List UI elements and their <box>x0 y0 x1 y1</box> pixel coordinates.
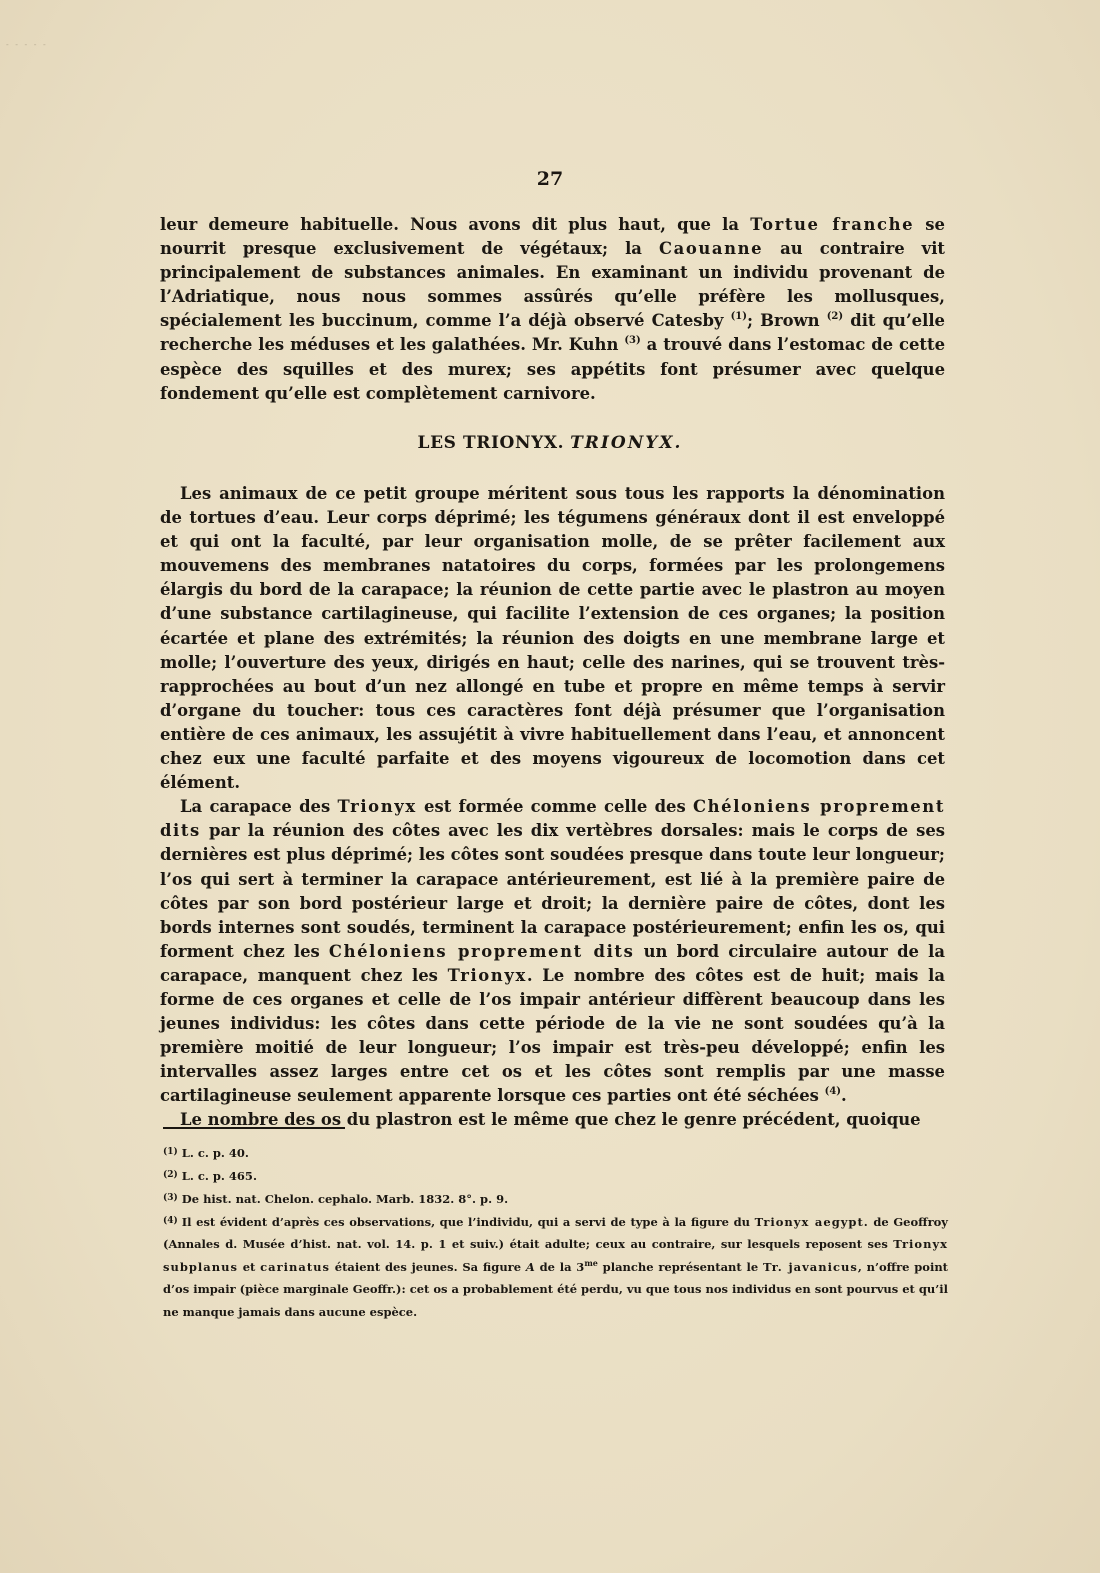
footnote-mark: (2) <box>163 1170 178 1180</box>
text-run: leur demeure habituelle. Nous avons dit plus haut, que la <box>160 215 751 234</box>
spaced-term: carinatus <box>260 1259 330 1274</box>
body-paragraphs <box>160 482 945 1133</box>
text-run: dit qu’elle recherche les méduses et les galathées. Mr. Kuhn <box>160 311 945 355</box>
footnote-text: L. c. p. 40. <box>181 1146 249 1160</box>
paragraph <box>160 795 945 1108</box>
paragraph-intro <box>160 213 945 406</box>
text-run: . Le nombre des côtes est de huit; mais la forme de ces organes et celle de l’os impair antérieur diffèrent beaucoup dans les jeunes individus: les côtes dans cette période de la vie ne sont soudées qu’à la première moitié de leur longueur; l’os impair est très-peu développé; enfin les intervalles assez larges entre cet os et les côtes sont remplis par une masse cartilagineuse seulement apparente lorsque ces parties ont été séchées <box>160 965 945 1106</box>
section-title: LES TRIONYX. <box>417 433 565 453</box>
footnote-text: de Geoffroy (Annales d. Musée d’hist. nat. vol. 14. p. 1 et suiv.) était adulte; ceux au contraire, sur lesquels reposent ses <box>163 1215 948 1252</box>
ordinal-suffix: me <box>584 1257 598 1268</box>
text-run: Le nombre des os du plastron est le même que chez le genre précédent, quoique <box>180 1110 921 1130</box>
spaced-term: Trionyx <box>447 965 527 985</box>
text-run: par la réunion des côtes avec les dix vertèbres dorsales: mais le corps de ses dernières est plus déprimé; les côtes sont soudées presque dans toute leur longueur; l’os qui sert à terminer la carapace antérieurement, est lié à la première paire de côtes par son bord postérieur large et droit; la dernière paire de côtes, dont les bords internes sont soudés, terminent la carapace postérieurement; enfin les os, qui forment chez les <box>160 821 945 961</box>
spaced-term: Trionyx <box>337 797 417 817</box>
footnote-text: et <box>237 1259 261 1274</box>
text-run: La carapace des <box>180 797 338 817</box>
footnote-3 <box>163 1187 948 1210</box>
page-number: 27 <box>536 168 564 190</box>
footnote-mark: (4) <box>163 1216 178 1226</box>
footnote-text: étaient des jeunes. Sa figure <box>329 1259 526 1274</box>
text-run: . <box>841 1086 847 1106</box>
footnote-mark: (3) <box>163 1193 178 1203</box>
text-run: a trouvé dans l’estomac de cette espèce des squilles et des murex; ses appétits font présumer avec quelque fondement qu’elle est complètement carnivore. <box>160 335 945 403</box>
margin-marks: - - - - - <box>6 40 48 49</box>
spaced-term: Tortue franche <box>750 215 915 234</box>
text-run: un bord circulaire autour de la carapace, manquent chez les <box>160 941 946 985</box>
footnote-4 <box>163 1210 948 1323</box>
text-run: est formée comme celle des <box>416 797 694 817</box>
footnote-1 <box>163 1141 948 1164</box>
spaced-term: Trionyx aegypt. <box>754 1215 869 1229</box>
text-run: se nourrit presque exclusivement de végétaux; la <box>160 215 945 259</box>
footnote-text: , n’offre point d’os impair (pièce marginale Geoffr.): cet os a probablement été perdu, vu que tous nos individus en sont pourvus et qu’il ne manque jamais dans aucune espèce. <box>163 1259 948 1319</box>
footnote-ref[interactable]: (2) <box>826 311 844 323</box>
footnote-text: De hist. nat. Chelon. cephalo. Marb. 1832. 8°. p. 9. <box>181 1192 509 1206</box>
text-run: Les animaux de ce petit groupe méritent sous tous les rapports la dénomination de tortues d’eau. Leur corps déprimé; les tégumens généraux dont il est enveloppé et qui ont la faculté, par leur organisation molle, de se prêter facilement aux mouvemens des membranes natatoires du corps, formées par les prolongemens élargis du bord de la carapace; la réunion de cette partie avec le plastron au moyen d’une substance cartilagineuse, qui facilite l’extension de ces organes; la position écartée et plane des extrémités; la réunion des doigts en une membrane large et molle; l’ouverture des yeux, dirigés en haut; celle des narines, qui se trouvent très-rapprochées au bout d’un nez allongé en tube et propre en même temps à servir d’organe du toucher: tous ces caractères font déjà présumer que l’organisation entière de ces animaux, les assujétit à vivre habituellement dans l’eau, et annoncent chez eux une faculté parfaite et des moyens vigoureux de locomotion dans cet élément. <box>160 484 945 793</box>
spaced-term: Tr. javanicus <box>762 1259 858 1274</box>
spaced-term: Chéloniens proprement dits <box>328 941 635 961</box>
spaced-term: Chéloniens proprement dits <box>160 797 945 841</box>
section-latin-name: TRIONYX. <box>570 433 683 453</box>
paragraph <box>160 482 945 795</box>
footnote-text: de la 3 <box>534 1259 585 1274</box>
footnote-text: L. c. p. 465. <box>181 1169 257 1183</box>
text-run: au contraire vit principalement de substances animales. En examinant un individu provenant de l’Adriatique, nous nous sommes assûrés qu’elle préfère les mollusques, spécialement les buccinum, comme l’a déjà observé Catesby <box>160 239 945 331</box>
footnote-ref[interactable]: (1) <box>730 311 747 323</box>
footnote-ref[interactable]: (3) <box>624 335 641 347</box>
footnote-text: planche représentant le <box>597 1259 763 1274</box>
footnote-divider <box>163 1127 345 1129</box>
footnote-2 <box>163 1164 948 1187</box>
figure-letter: A <box>525 1259 535 1274</box>
spaced-term: Trionyx subplanus <box>163 1237 948 1274</box>
footnote-ref[interactable]: (4) <box>824 1086 842 1098</box>
text-run: ; Brown <box>746 311 827 331</box>
footnote-text: Il est évident d’après ces observations, que l’individu, qui a servi de type à la figure du <box>181 1215 755 1229</box>
spaced-term: Caouanne <box>658 239 764 259</box>
section-heading <box>0 433 1100 453</box>
footnotes <box>163 1141 948 1323</box>
footnote-mark: (1) <box>163 1147 178 1157</box>
